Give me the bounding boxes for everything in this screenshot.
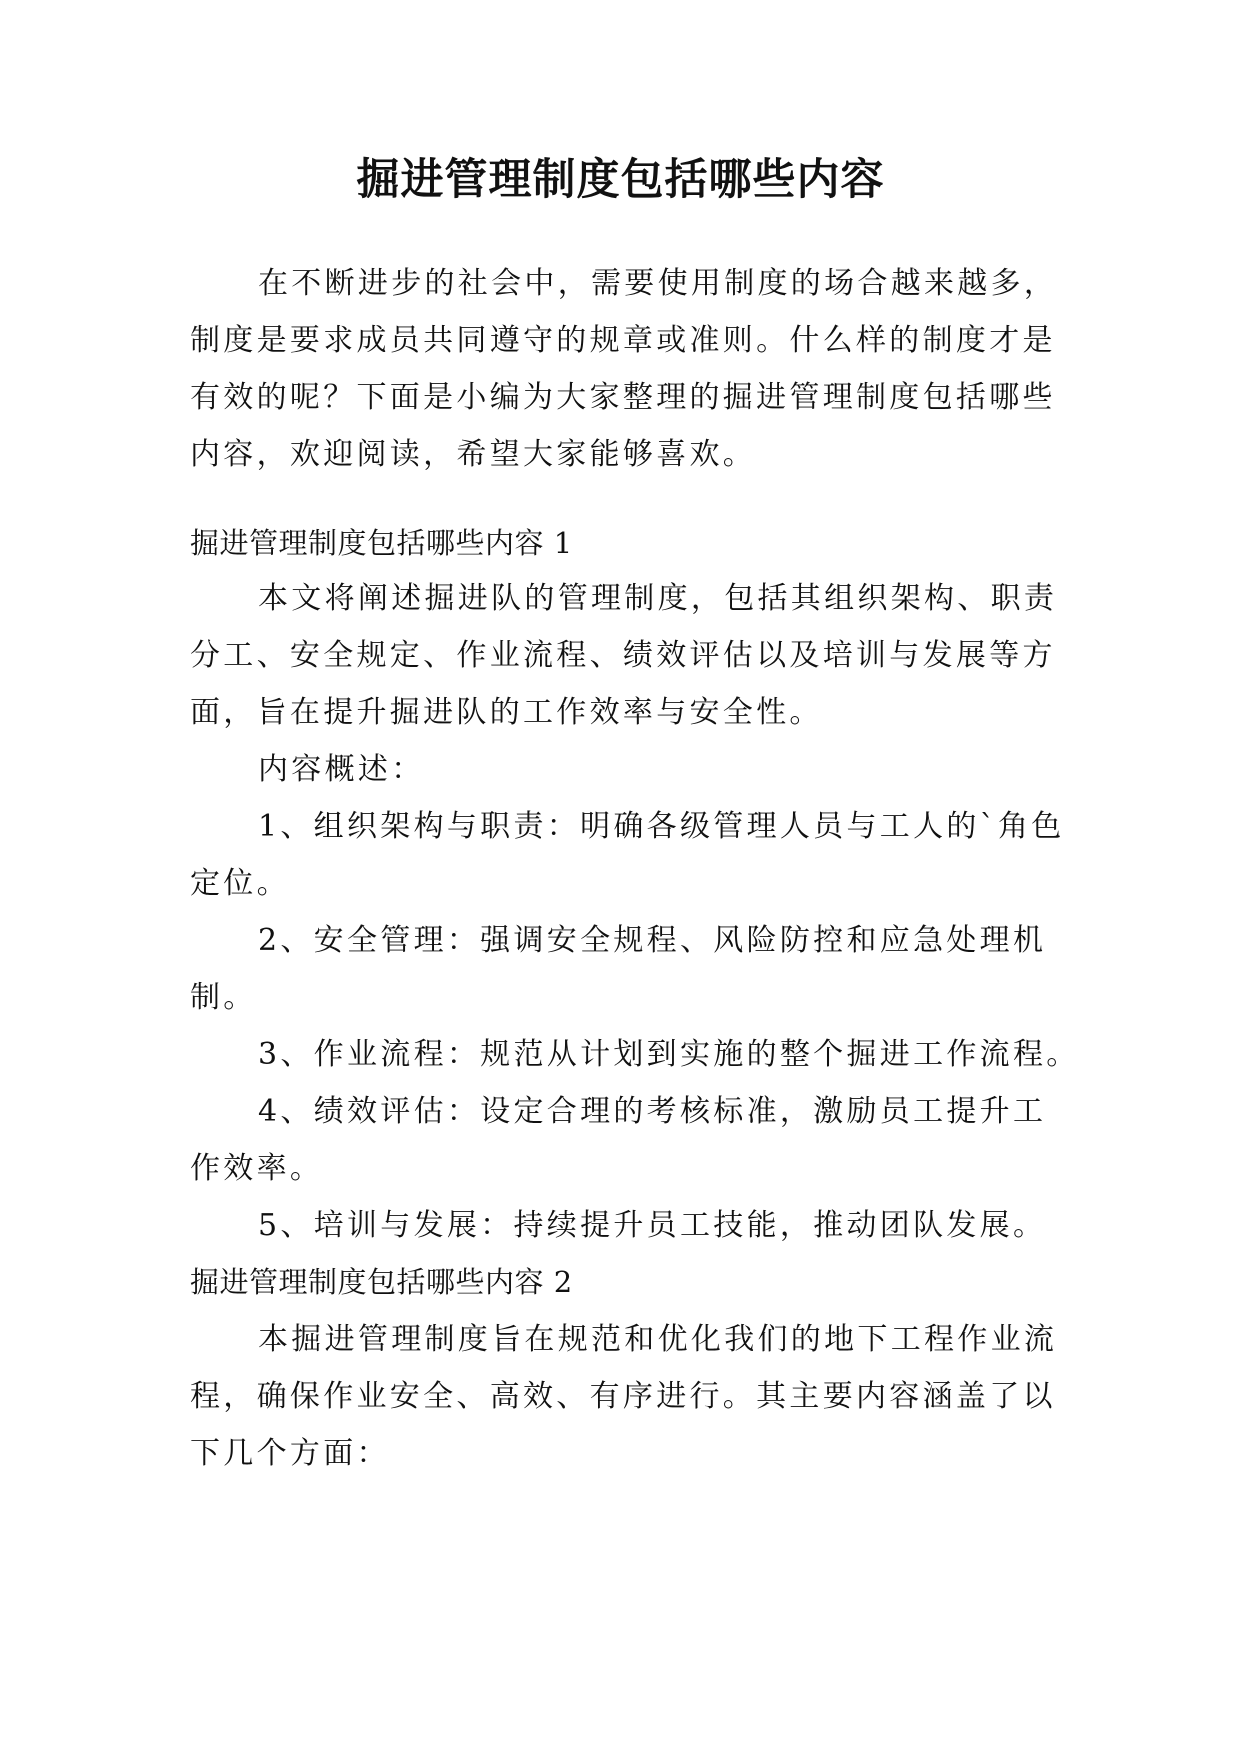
list-item-1: 1、组织架构与职责：明确各级管理人员与工人的`角色定位。 <box>190 809 1065 901</box>
overview-label: 内容概述： <box>258 752 425 787</box>
list-item-4: 4、绩效评估：设定合理的考核标准，激励员工提升工作效率。 <box>190 1094 1047 1186</box>
section-1-paragraph: 本文将阐述掘进队的管理制度，包括其组织架构、职责分工、安全规定、作业流程、绩效评估以及培训与发展等方面，旨在提升掘进队的工作效率与安全性。 <box>190 581 1058 730</box>
list-item-2: 2、安全管理：强调安全规程、风险防控和应急处理机制。 <box>190 923 1047 1015</box>
list-item-5: 5、培训与发展：持续提升员工技能，推动团队发展。 <box>258 1208 1047 1243</box>
section-1-heading: 掘进管理制度包括哪些内容 1 <box>190 526 573 560</box>
list-item-3: 3、作业流程：规范从计划到实施的整个掘进工作流程。 <box>258 1037 1080 1072</box>
section-2-heading: 掘进管理制度包括哪些内容 2 <box>190 1265 573 1299</box>
section-2-paragraph: 本掘进管理制度旨在规范和优化我们的地下工程作业流程，确保作业安全、高效、有序进行。其主要内容涵盖了以下几个方面： <box>190 1322 1058 1471</box>
document-title: 掘进管理制度包括哪些内容 <box>356 155 885 205</box>
intro-paragraph: 在不断进步的社会中，需要使用制度的场合越来越多，制度是要求成员共同遵守的规章或准则。什么样的制度才是有效的呢？下面是小编为大家整理的掘进管理制度包括哪些内容，欢迎阅读，希望大家能够喜欢。 <box>190 266 1058 472</box>
